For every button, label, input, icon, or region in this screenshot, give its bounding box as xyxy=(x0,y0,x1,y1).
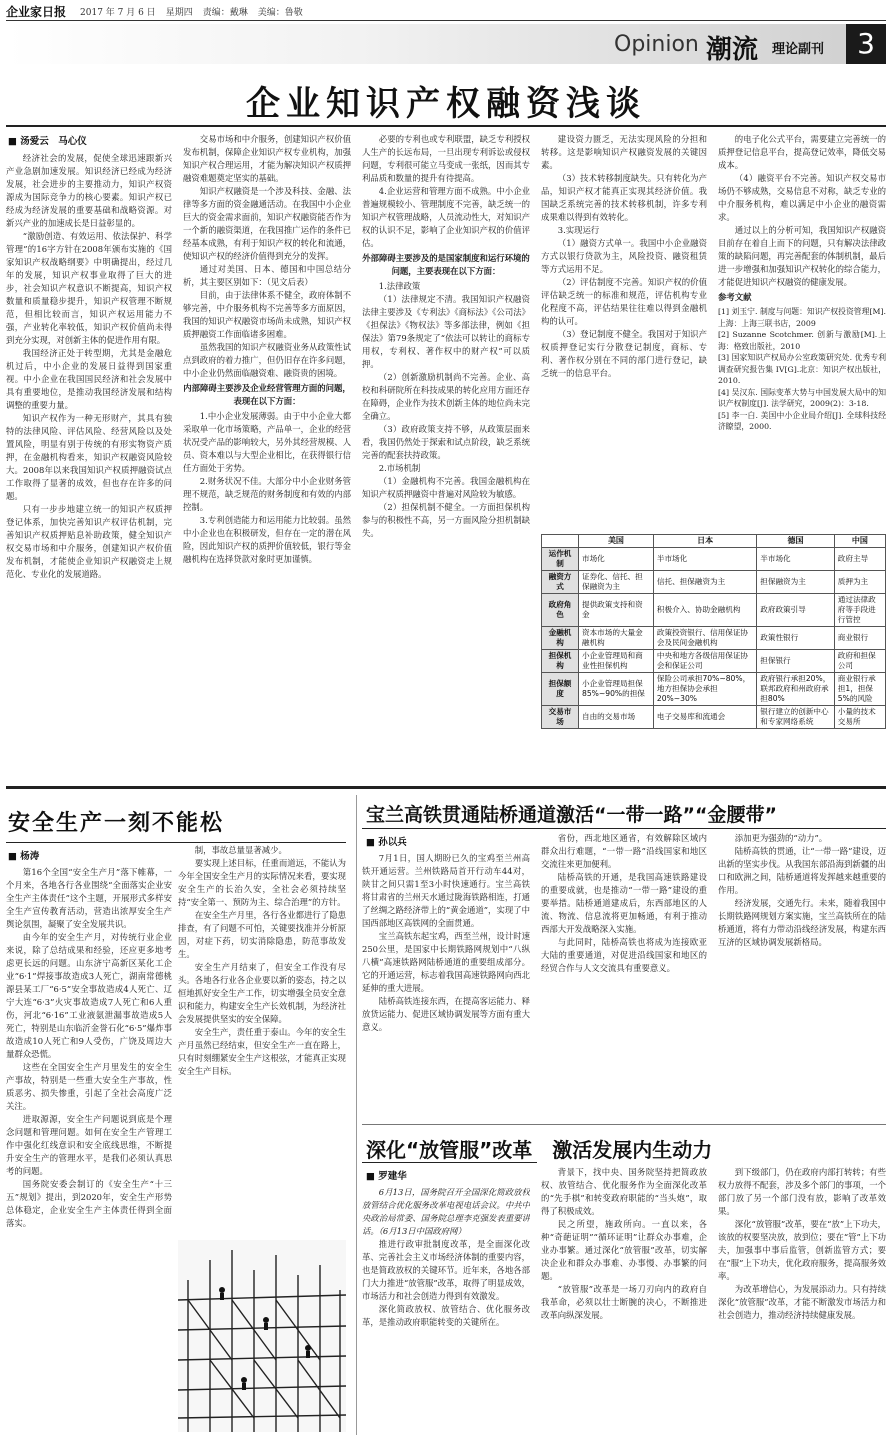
table-cell: 小企业管理局和商业性担保机构 xyxy=(579,650,654,673)
article4-headline: 深化“放管服”改革 激活发展内生动力 xyxy=(366,1138,713,1162)
table-cell: 担保融资为主 xyxy=(757,571,834,594)
paragraph: 陆桥高铁的贯通，让“一带一路”建设，迈出新的坚实步伐。从我国东部沿海到新疆的出口和欧洲之间，陆桥通道将发挥越来越重要的作用。 xyxy=(718,846,886,895)
row-header: 担保机构 xyxy=(542,650,579,673)
section-english: Opinion xyxy=(614,32,699,57)
article3-headline: 宝兰高铁贯通陆桥通道激活“一带一路”“金腰带” xyxy=(366,804,777,826)
paragraph: 4.企业运营和管理方面不成熟。中小企业普遍规模较小、管理制度不完善，缺乏统一的知识产权管理战略，人员流动性大，对知识产权的认识不足，影响了企业知识产权的价值评估。 xyxy=(362,186,530,248)
article1-headline: 企业知识产权融资浅谈 xyxy=(246,84,646,124)
newspaper-name: 企业家日报 xyxy=(6,5,67,19)
article4-column-3 xyxy=(718,1166,886,1432)
table-cell: 政府政策引导 xyxy=(757,594,834,627)
article3-author: ■ 孙以兵 xyxy=(366,834,407,848)
references-heading: 参考文献 xyxy=(718,292,752,302)
table-cell: 半市场化 xyxy=(653,548,756,571)
paragraph: （1）法律规定不清。我国知识产权融资法律主要涉及《专利法》《商标法》《公司法》《担保法》《物权法》等多部法律，例如《担保法》第79条规定了“依法可以转让的商标专用权，专利权、著作权中的财产权”可以质押。 xyxy=(362,294,530,369)
subsection-title: 理论副刊 xyxy=(772,42,825,57)
paragraph: 2.财务状况不佳。大部分中小企业财务管理不规范，缺乏规范的财务制度和有效的内部控制。 xyxy=(183,476,351,512)
paragraph: （2）担保机制不健全。一方面担保机构参与的积极性不高，另一方面风险分担机制缺失。 xyxy=(362,502,530,538)
paragraph: 3.专利创造能力和运用能力比较弱。虽然中小企业也在积极研发，但存在一定的潜在风险，因此知识产权的质押价值较低，银行等金融机构在选择贷款对象时更加谨慎。 xyxy=(183,515,351,564)
section-divider xyxy=(6,786,886,789)
article1-column-3 xyxy=(362,133,530,780)
table-header-cell: 美国 xyxy=(579,535,654,548)
paragraph: 必要的专利也或专利联盟，缺乏专利授权人生产的长远布局，一旦出现专利诉讼或侵权问题，专利很可能立马变成一张纸，因而其专利品质和数量的提升有待提高。 xyxy=(362,134,530,183)
paragraph: 知识产权融资是一个涉及科技、金融、法律等多方面的资金融通活动。在我国中小企业巨大的资金需求面前，知识产权融资能否作为一个新的融资渠道，在我国推广运作的条件已经基本成熟，有利于知识产权的转化和流通，使知识产权的经济价值得到充分的发挥。 xyxy=(183,186,351,261)
paragraph: 这些在全国安全生产月里发生的安全生产事故，特别是一些重大安全生产事故，性质恶劣、损失惨重，引起了全社会高度广泛关注。 xyxy=(6,1062,172,1111)
table-cell: 小量的技术交易所 xyxy=(834,706,885,729)
paragraph: 我国经济正处于转型期，尤其是金融危机过后，中小企业的发展日益得到国家重视。中小企业在我国国民经济和社会发展中具有重要地位，是推动我国经济发展和结构调整的重要力量。 xyxy=(6,348,172,410)
paragraph: 虽然我国的知识产权融资业务从政策性试点到政府的着力推广，但仍旧存在许多问题，中小企业仍然面临融资难、融资贵的困境。 xyxy=(183,342,351,378)
paragraph: 陆桥高铁连接东西，在提高客运能力、释放货运能力、促进区域协调发展等方面有重大意义。 xyxy=(362,996,530,1032)
row-header: 交易市场 xyxy=(542,706,579,729)
table-cell: 市场化 xyxy=(579,548,654,571)
paragraph: （3）政府政策支持不够，从政策层面来看，我国仍然处于探索和试点阶段，缺乏系统完善的配套扶持政策。 xyxy=(362,424,530,460)
article2-headline: 安全生产一刻不能松 xyxy=(8,811,225,836)
table-cell: 担保银行 xyxy=(757,650,834,673)
article1-column-1 xyxy=(6,152,172,780)
table-row xyxy=(542,571,886,594)
table-cell: 政府主导 xyxy=(834,548,885,571)
section-title: 潮流 xyxy=(706,35,759,65)
editor-credit: 责编：戴琳 xyxy=(202,8,248,18)
article2-column-1 xyxy=(6,866,172,1432)
table-cell: 商业银行 xyxy=(834,627,885,650)
paragraph: 背景下，找中央、国务院坚持把简政放权、放管结合、优化服务作为全面深化改革的“先手棋”和转变政府职能的“当头炮”，取得了积极成效。 xyxy=(541,1167,707,1216)
paragraph: 只有一步步地建立统一的知识产权质押登记体系，加快完善知识产权评估机制，完善知识产权质押贴息补助政策，健全知识产权交易市场和中介服务，创建知识产权价值发布机制，才能使企业知识产权融资走上规范化、专业化的发展道路。 xyxy=(6,504,172,579)
paragraph: 陆桥高铁的开通，是我国高速铁路建设的重要成就，也是推动“一带一路”建设的重要举措。陆桥通道建成后，东西部地区的人流、物流、信息流将更加畅通，有利于推动西部大开发战略深入实施。 xyxy=(541,872,707,934)
reference-item: [4] 吴汉东. 国际变革大势与中国发展大局中的知识产权制度[J]. 法学研究，2009(2)：3-18. xyxy=(718,387,886,408)
table-cell: 质押为主 xyxy=(834,571,885,594)
reference-item: [1] 刘玉宁. 制度与问题：知识产权投资管理[M].上海：上海三联书店，2009 xyxy=(718,307,886,328)
paragraph: 推进行政审批制度改革，是全面深化改革、完善社会主义市场经济体制的重要内容，也是简政放权的关键环节。近年来，各地各部门大力推进“放管服”改革，取得了明显成效，市场活力和社会创造力得到有效激发。 xyxy=(362,1239,530,1301)
row-header: 担保额度 xyxy=(542,673,579,706)
table-cell: 银行建立的创新中心和专家网络系统 xyxy=(757,706,834,729)
table-cell: 通过法律政府等手段进行管控 xyxy=(834,594,885,627)
article1-column-5 xyxy=(718,133,886,528)
table-row xyxy=(542,650,886,673)
table-row xyxy=(542,548,886,571)
paragraph: （3）技术转移制度缺失。只有转化为产品，知识产权才能真正实现其经济价值。我国缺乏系统完善的技术转移机制，许多专利成果难以得到有效转化。 xyxy=(541,173,707,222)
article4-author: ■ 罗建华 xyxy=(366,1168,407,1182)
paragraph: 通过对美国、日本、德国和中国总结分析，其主要区别如下：（见文后表） xyxy=(183,264,351,287)
issue-date: 2017 年 7 月 6 日 xyxy=(80,8,156,18)
paragraph: 3.实现运行 xyxy=(557,225,600,235)
paragraph: 宝兰高铁东起宝鸡，西至兰州，设计时速250公里，是国家中长期铁路网规划中“八纵八横”高速铁路网陆桥通道的重要组成部分。它的开通运营，标志着我国高速铁路网向西北延伸的重大进展。 xyxy=(362,931,530,993)
paragraph: 深化“放管服”改革，要在“放”上下功夫，该放的权要坚决放，放到位；要在“管”上下功夫，加强事中事后监管，创新监管方式；要在“服”上下功夫，优化政府服务，提高服务效率。 xyxy=(718,1219,886,1281)
row-header: 金融机构 xyxy=(542,627,579,650)
paragraph: 在安全生产月里，各行各业都进行了隐患排查，有了问题不可怕，关键要找准并分析原因，对症下药，切实消除隐患，防范事故发生。 xyxy=(178,910,346,959)
reference-item: [3] 国家知识产权局办公室政策研究处. 优秀专利调查研究报告集 IV[G].北京：知识产权出版社，2010. xyxy=(718,353,886,385)
table-header-cell: 日本 xyxy=(653,535,756,548)
headline-rule xyxy=(362,828,886,829)
paragraph: 要实现上述目标，任重而道远，不能认为今年全国安全生产月的实际情况来看，要实现安全生产的长治久安，全社会必须持续坚持“安全第一、预防为主、综合治理”的方针。 xyxy=(178,858,346,907)
paragraph: 1.法律政策 xyxy=(378,281,421,291)
paragraph: 与此同时，陆桥高铁也将成为连接欧亚大陆的重要通道，对促进沿线国家和地区的经贸合作与人文交流具有重要意义。 xyxy=(541,937,707,973)
table-cell: 政府银行承担20%，联邦政府和州政府承担80% xyxy=(757,673,834,706)
page-number: 3 xyxy=(846,24,886,64)
row-header: 政府角色 xyxy=(542,594,579,627)
article1-author: ■ 汤爱云 马心仪 xyxy=(8,133,87,147)
table-row xyxy=(542,673,886,706)
table-row xyxy=(542,594,886,627)
paragraph: （2）创新激励机制尚不完善。企业、高校和科研院所在科技成果的转化应用方面还存在障碍，企业作为技术创新主体的地位尚未完全确立。 xyxy=(362,372,530,421)
subheading: 外部障碍主要涉及的是国家制度和运行环境的问题，主要表现在以下方面： xyxy=(362,253,530,276)
table-cell: 积极介入、协助金融机构 xyxy=(653,594,756,627)
paragraph: （1）金融机构不完善。我国金融机构在知识产权质押融资中普遍对风险较为敏感。 xyxy=(362,476,530,499)
table-cell: 信托、担保融资为主 xyxy=(653,571,756,594)
table-header-cell: 德国 xyxy=(757,535,834,548)
headline-rule xyxy=(6,125,886,127)
table-cell: 政策投资银行、信用保证协会及民间金融机构 xyxy=(653,627,756,650)
paragraph: 通过以上的分析可知，我国知识产权融资目前存在着自上而下的问题，只有解决法律政策的缺陷问题，再完善配套的体制机制，最后进一步增强和加强知识产权转化的综合能力，才能促进知识产权融资的健康发展。 xyxy=(718,225,886,287)
paragraph: （1）融资方式单一。我国中小企业融资方式以银行贷款为主，风险投资、融资租赁等方式运用不足。 xyxy=(541,238,707,274)
paragraph: 安全生产，责任重于泰山。今年的安全生产月虽然已经结束，但安全生产一直在路上，只有时刻绷紧安全生产这根弦，才能真正实现安全生产目标。 xyxy=(178,1027,346,1076)
article3-column-2 xyxy=(541,832,707,1120)
paragraph: “放管服”改革是一场刀刃向内的政府自我革命，必须以壮士断腕的决心，不断推进改革向纵深发展。 xyxy=(541,1284,707,1320)
paragraph: 添加更为强劲的“动力”。 xyxy=(734,833,828,843)
headline-rule xyxy=(362,1162,537,1163)
table-cell: 提供政策支持和资金 xyxy=(579,594,654,627)
paragraph: 为改革增信心，为发展添动力。只有持续深化“放管服”改革，才能不断激发市场活力和社会创造力，推动经济持续健康发展。 xyxy=(718,1284,886,1320)
paragraph: “激励创造、有效运用、依法保护、科学管理”的16字方针在2008年颁布实施的《国家知识产权战略纲要》中明确提出，经过几年的发展，知识产权事业取得了巨大的进步，社会知识产权意识不断提高，知识产权数量和质量稳步提升，知识产权管理不断规范，但相比较而言，知识产权运用能力不强，产业转化率较低，知识产权价值尚未得到充分实现，对创新主体的促进作用有限。 xyxy=(6,231,172,345)
comparison-table-wrap xyxy=(541,534,886,780)
article3-column-3 xyxy=(718,832,886,1120)
paragraph: （3）登记制度不健全。我国对于知识产权质押登记实行分散登记制度，商标、专利、著作权分别在不同的部门进行登记，缺乏统一的信息平台。 xyxy=(541,329,707,378)
page-header xyxy=(6,3,886,21)
section-banner xyxy=(6,24,886,64)
table-header-row xyxy=(542,535,886,548)
row-header: 融资方式 xyxy=(542,571,579,594)
paragraph: 省份，西北地区通省，有效解除区域内群众出行难题，“一带一路”沿线国家和地区交流往来更加便利。 xyxy=(541,833,707,869)
table-cell: 政府和担保公司 xyxy=(834,650,885,673)
table-cell: 电子交易库和流通会 xyxy=(653,706,756,729)
table-cell: 资本市场的大量金融机构 xyxy=(579,627,654,650)
reference-item: [2] Suzanne Scotchmer. 创新与激励[M].上海：格致出版社，2010 xyxy=(718,330,886,351)
paragraph: 2.市场机制 xyxy=(378,463,421,473)
table-cell: 小企业管理局担保85%~90%的担保 xyxy=(579,673,654,706)
paragraph: 制，事故总量显著减少。 xyxy=(194,845,287,855)
paragraph: 由今年的安全生产月，对传统行业企业来说，除了总结成果和经验，还应更多地考虑更长远的问题。山东济宁高新区某化工企业“6·1”焊接事故造成3人死亡，湖南常德桃源县某工厂“6·5”安全事故造成4人死亡、辽宁大连“6·3”火灾事故造成7人死亡和6人重伤，河北“6·16”工业液氨泄漏事故造成5人死亡，特别是山东临沂金誉石化“6·5”爆炸事故造成10人死亡和9人受伤，广饶及周边大量群众恐慌。 xyxy=(6,932,172,1059)
table-cell: 政策性银行 xyxy=(757,627,834,650)
paragraph: 1.中小企业发展薄弱。由于中小企业大都采取单一化市场策略，产品单一，企业的经营状况受产品的影响较大，另外其经营规模、人员、资本难以与大型企业相比，在获得银行信任方面处于劣势。 xyxy=(183,411,351,473)
reference-item: [5] 李一白. 美国中小企业局介绍[J]. 全球科技经济瞭望，2000. xyxy=(718,410,886,431)
table-cell: 半市场化 xyxy=(757,548,834,571)
paragraph: 知识产权作为一种无形财产，其具有独特的法律风险、评估风险、经营风险以及处置风险，明显有别于传统的有形实物资产质押，在金融机构看来，知识产权融资风险较大。2008年以来我国知识产权质押融资试点工作取得了显著的成效，但也存在许多的问题。 xyxy=(6,413,172,501)
construction-scaffolding-photo xyxy=(178,1240,346,1432)
article2-column-2 xyxy=(178,844,346,1234)
paragraph: 第16个全国“安全生产月”落下帷幕，一个月来，各地各行各业围绕“全面落实企业安全生产主体责任”这个主题，开展形式多样安全生产宣传教育活动，营造出浓厚安全生产舆论氛围，凝聚了安全发展共识。 xyxy=(6,867,172,929)
article4-column-1 xyxy=(362,1186,530,1432)
section-divider xyxy=(362,1124,886,1125)
comparison-table xyxy=(541,534,886,729)
paragraph: 安全生产月结束了，但安全工作没有尽头。各地各行业各企业要以新的姿态，持之以恒地抓好安全生产工作，切实增强全员安全意识和能力，构建安全生产长效机制，为经济社会发展提供坚实的安全保障。 xyxy=(178,962,346,1024)
paragraph: 民之所望，施政所向。一直以来，各种“奇葩证明”“循环证明”让群众办事难，企业办事繁。通过深化“放管服”改革，切实解决企业和群众办事难、办事慢、办事繁的问题。 xyxy=(541,1219,707,1281)
article1-column-2 xyxy=(183,133,351,780)
paragraph: 经济发展，交通先行。未来，随着我国中长期铁路网规划方案实施，宝兰高铁所在的陆桥通道，将有力带动沿线经济发展，构建东西互济的区域协调发展新格局。 xyxy=(718,898,886,947)
headline-rule xyxy=(6,842,346,843)
designer-credit: 美编：鲁敬 xyxy=(257,8,303,18)
table-cell: 商业银行承担1，担保5%的风险 xyxy=(834,673,885,706)
table-row xyxy=(542,706,886,729)
article2-author: ■ 杨涛 xyxy=(8,848,39,862)
row-header: 运作机制 xyxy=(542,548,579,571)
article1-column-4 xyxy=(541,133,707,528)
table-cell: 自由的交易市场 xyxy=(579,706,654,729)
paragraph: 进取源源，安全生产问题说到底是个理念问题和管理问题。如何在安全生产管理工作中强化红线意识和安全底线思维，不断提升安全生产的管理水平，是我们必须认真思考的问题。 xyxy=(6,1114,172,1176)
table-cell: 保险公司承担70%~80%，地方担保协会承担20%~30% xyxy=(653,673,756,706)
article3-column-1 xyxy=(362,852,530,1120)
paragraph: （4）融资平台不完善。知识产权交易市场仍不够成熟，交易信息不对称，缺乏专业的中介服务机构，难以满足中小企业的融资需求。 xyxy=(718,173,886,222)
paragraph: 6月13日，国务院召开全国深化简政放权放管结合优化服务改革电视电话会议。中共中央政治局常委、国务院总理李克强发表重要讲话。（6月13日中国政府网） xyxy=(362,1187,530,1236)
paragraph: 建设资力匮乏，无法实现风险的分担和转移。这是影响知识产权融资发展的关键因素。 xyxy=(541,134,707,170)
article4-column-2 xyxy=(541,1166,707,1432)
subheading: 内部障碍主要涉及企业经营管理方面的问题，表现在以下方面： xyxy=(183,383,351,406)
column-divider xyxy=(356,795,357,1435)
paragraph: 到下级部门，仍在政府内部打转转；有些权力放得不配套，涉及多个部门的事项，一个部门放了另一个部门没有放，影响了改革效果。 xyxy=(718,1167,886,1216)
paragraph: 的电子化公式平台，需要建立完善统一的质押登记信息平台，提高登记效率，降低交易成本。 xyxy=(718,134,886,170)
table-row xyxy=(542,627,886,650)
paragraph: 深化简政放权、放管结合、优化服务改革，是推动政府职能转变的关键所在。 xyxy=(362,1304,530,1327)
paragraph: 交易市场和中介服务，创建知识产权价值发布机制，保障企业知识产权专业机构，加强知识产权合理运用，才能为解决知识产权质押融资难题奠定坚实的基础。 xyxy=(183,134,351,183)
table-header-cell xyxy=(542,535,579,548)
scaffolding-illustration xyxy=(178,1240,346,1432)
paragraph: （2）评估制度不完善。知识产权的价值评估缺乏统一的标准和规范，评估机构专业化程度不高，评估结果往往难以得到金融机构的认可。 xyxy=(541,277,707,326)
paragraph: 7月1日，国人期盼已久的宝鸡至兰州高铁开通运营。兰州铁路局首开行动车44对，陕甘之间只需1至3小时快速通行。宝兰高铁将甘肃省的兰州天水通过陇海铁路相连，打通了丝绸之路经济带上的“黄金通道”，实现了中国西部地区高铁网的全面贯通。 xyxy=(362,853,530,928)
table-header-cell: 中国 xyxy=(834,535,885,548)
paragraph: 目前，由于法律体系不健全，政府体制不够完善，中介服务机构不完善等多方面原因，我国的知识产权融资市场尚未成熟，知识产权质押融资工作面临诸多困难。 xyxy=(183,290,351,339)
weekday: 星期四 xyxy=(165,8,193,18)
paragraph: 国务院安委会制订的《安全生产“十三五”规划》提出，到2020年，安全生产形势总体稳定，企业安全生产主体责任得到全面落实。 xyxy=(6,1179,172,1228)
table-cell: 证券化、信托、担保融资为主 xyxy=(579,571,654,594)
table-cell: 中央和地方各级信用保证协会和保证公司 xyxy=(653,650,756,673)
paragraph: 经济社会的发展，促使全球迅速跟新兴产业急剧加速发展。知识经济已经成为经济发展，社会进步的主要推动力，知识产权资源成为国际竞争力的核心要素。知识产权已经成为经济发展的重要基础和战略资源。对新兴产业的加速成长是日益彰显的。 xyxy=(6,153,172,228)
